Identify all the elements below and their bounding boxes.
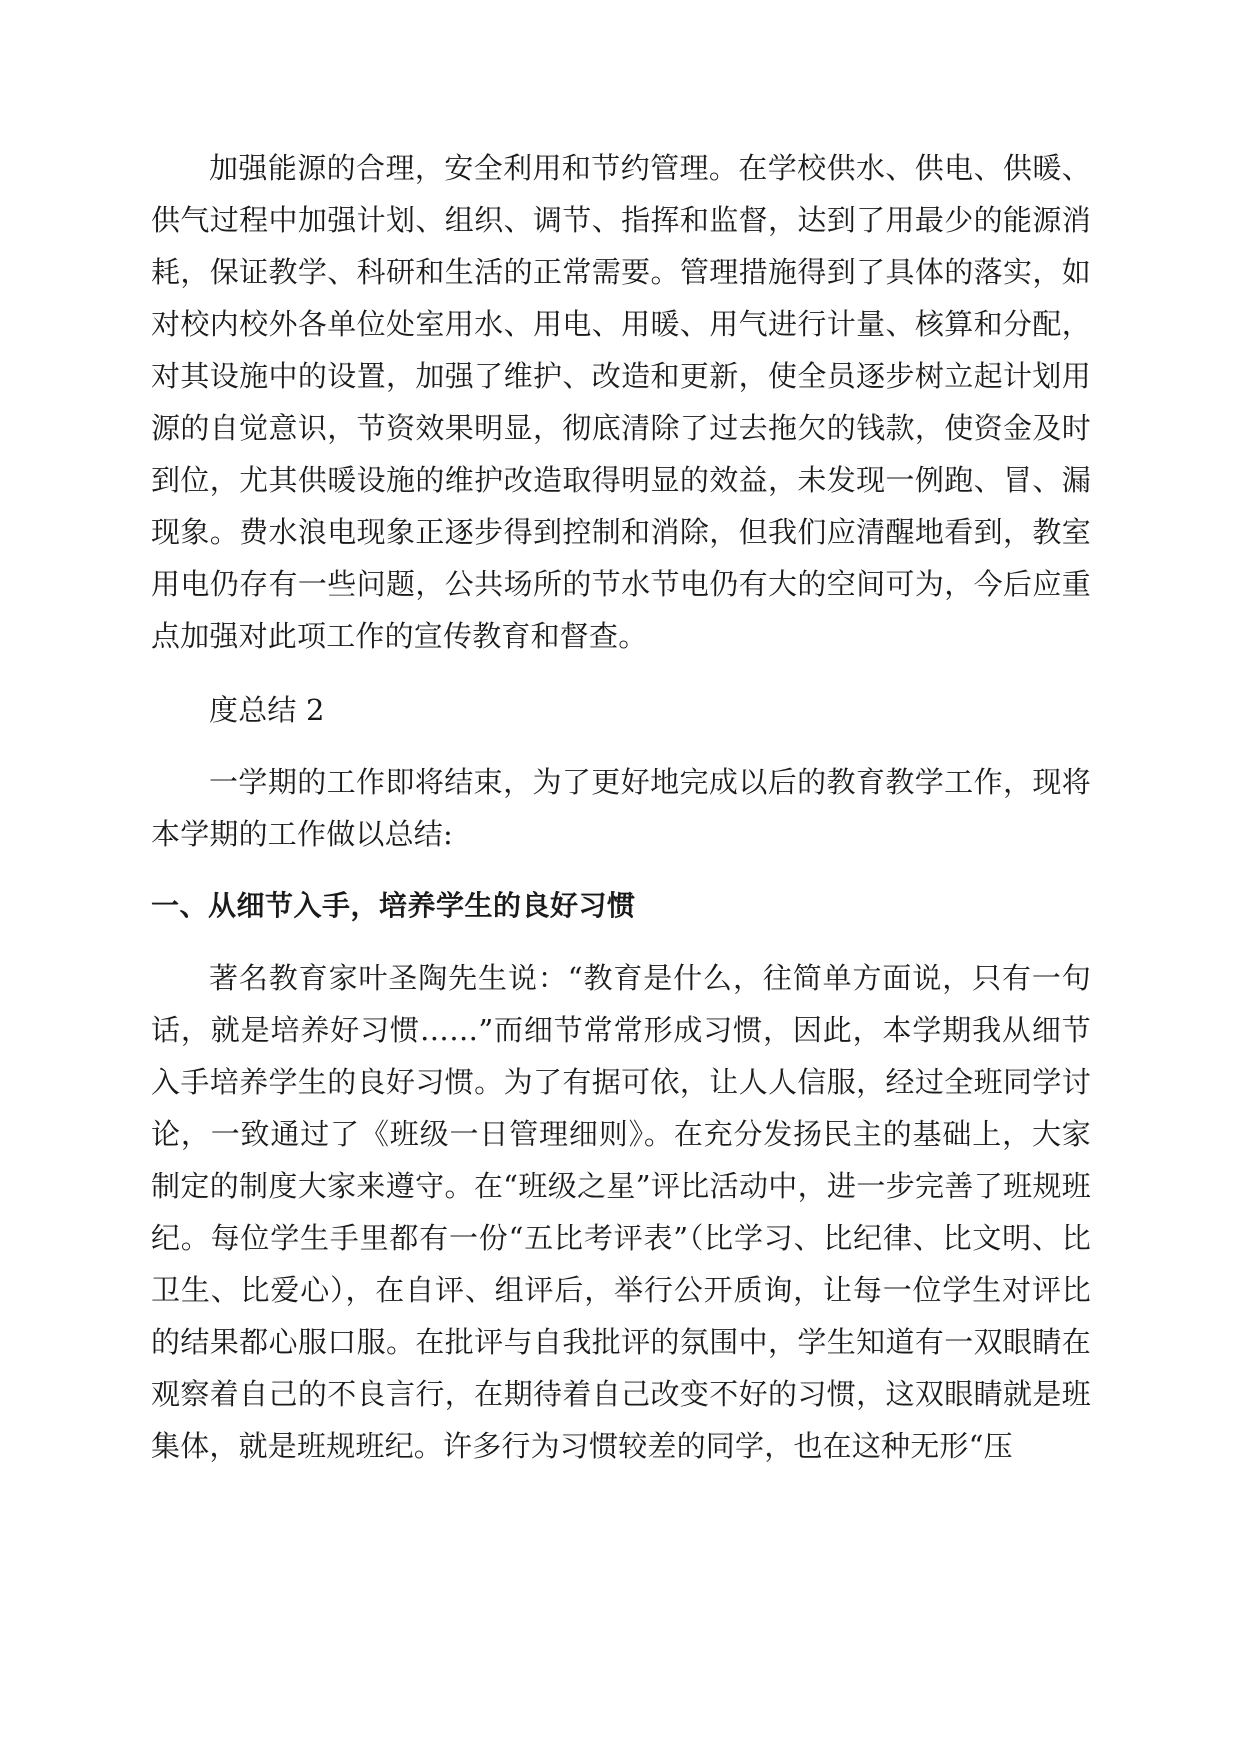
body-paragraph: 加强能源的合理，安全利用和节约管理。在学校供水、供电、供暖、供气过程中加强计划、组织、调节、指挥和监督，达到了用最少的能源消耗，保证教学、科研和生活的正常需要。管理措施得到了具体的落实，如对校内校外各单位处室用水、用电、用暖、用气进行计量、核算和分配，对其设施中的设置，加强了维护、改造和更新，使全员逐步树立起计划用源的自觉意识，节资效果明显，彻底清除了过去拖欠的钱款，使资金及时到位，尤其供暖设施的维护改造取得明显的效益，未发现一例跑、冒、漏现象。费水浪电现象正逐步得到控制和消除，但我们应清醒地看到，教室用电仍存有一些问题，公共场所的节水节电仍有大的空间可为，今后应重点加强对此项工作的宣传教育和督查。 [151,151,1091,653]
section-heading: 一、从细节入手，培养学生的良好习惯 [151,889,636,922]
section-subtitle: 度总结 2 [209,693,325,727]
body-paragraph: 一学期的工作即将结束，为了更好地完成以后的教育教学工作，现将本学期的工作做以总结: [151,765,1091,851]
body-paragraph: 著名教育家叶圣陶先生说：“教育是什么，往简单方面说，只有一句话，就是培养好习惯……”而细节常常形成习惯，因此，本学期我从细节入手培养学生的良好习惯。为了有据可依，让人人信服，经过全班同学讨论，一致通过了《班级一日管理细则》。在充分发扬民主的基础上，大家制定的制度大家来遵守。在“班级之星”评比活动中，进一步完善了班规班纪。每位学生手里都有一份“五比考评表”（比学习、比纪律、比文明、比卫生、比爱心），在自评、组评后，举行公开质询，让每一位学生对评比的结果都心服口服。在批评与自我批评的氛围中，学生知道有一双眼睛在观察着自己的不良言行，在期待着自己改变不好的习惯，这双眼睛就是班集体，就是班规班纪。许多行为习惯较差的同学，也在这种无形“压 [151,961,1091,1463]
document-page [151,142,1091,1472]
